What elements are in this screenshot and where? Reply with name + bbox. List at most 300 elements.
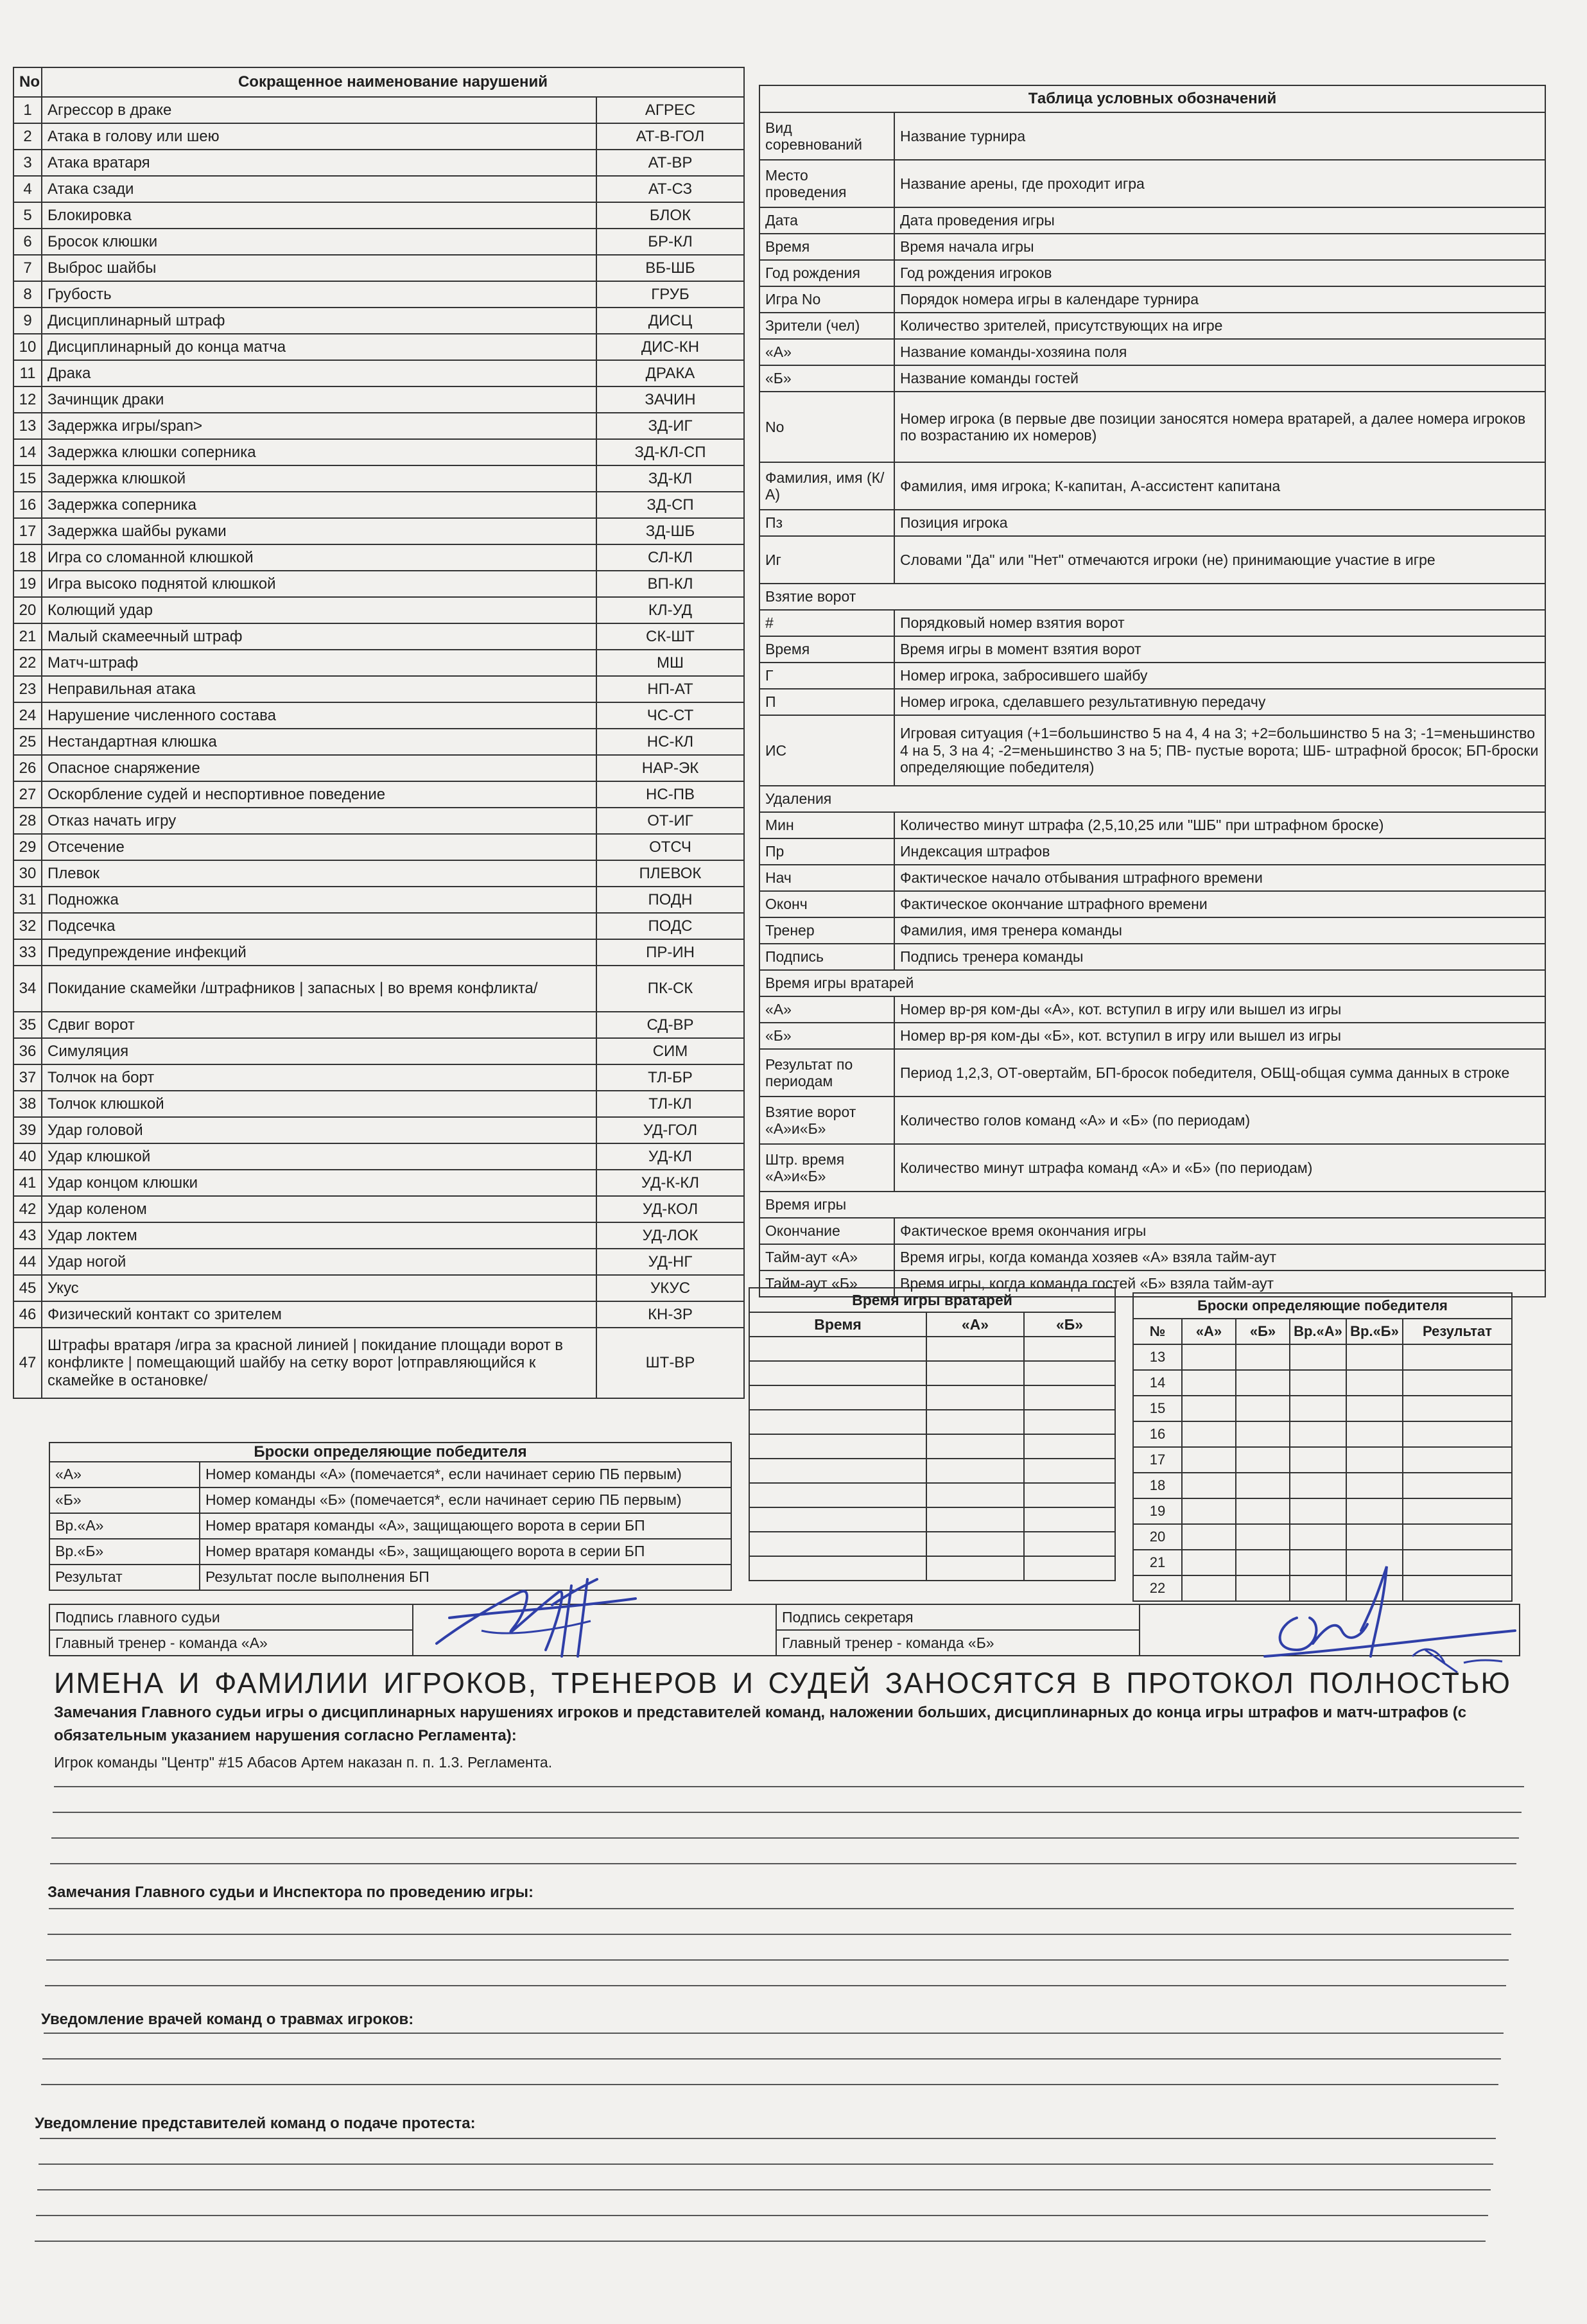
legend-key: Тайм-аут «Б» (759, 1270, 894, 1297)
shootout-grid-row (1133, 1473, 1512, 1498)
violation-code: ВП-КЛ (596, 571, 744, 597)
violation-name: Удар клюшкой (42, 1143, 596, 1170)
violation-row (13, 1038, 744, 1064)
violation-row (13, 202, 744, 229)
writing-line[interactable] (46, 1959, 1509, 1961)
violation-number: 1 (13, 97, 42, 123)
violation-code: УД-КОЛ (596, 1196, 744, 1222)
shootout-grid-cell[interactable] (1182, 1396, 1236, 1421)
violation-name: Толчок на борт (42, 1064, 596, 1091)
shootout-grid-cell[interactable] (1290, 1524, 1346, 1550)
violation-number: 37 (13, 1064, 42, 1091)
goalie-time-cell[interactable] (1024, 1532, 1115, 1556)
violation-row (13, 1143, 744, 1170)
goalie-time-table (749, 1287, 1116, 1581)
shootout-grid-cell[interactable] (1236, 1473, 1290, 1498)
writing-line[interactable] (45, 1985, 1506, 1986)
legend-key: Время (759, 636, 894, 663)
legend-key: Подпись (759, 944, 894, 970)
violation-name: Укус (42, 1275, 596, 1301)
goalie-time-cell[interactable] (749, 1507, 926, 1532)
violation-name: Отсечение (42, 834, 596, 860)
writing-line[interactable] (44, 2033, 1504, 2034)
legend-value: Время игры, когда команда хозяев «А» взяла тайм-аут (894, 1244, 1545, 1270)
goalie-time-cell[interactable] (926, 1434, 1024, 1459)
shootout-grid-cell[interactable] (1346, 1344, 1403, 1370)
violation-row (13, 1222, 744, 1249)
violation-number: 15 (13, 465, 42, 492)
violation-row (13, 518, 744, 544)
violation-row (13, 834, 744, 860)
violation-row (13, 781, 744, 808)
secretary-signature-label: Подпись секретаря (776, 1604, 1140, 1630)
violation-code: АТ-СЗ (596, 176, 744, 202)
shootout-grid-cell[interactable] (1290, 1447, 1346, 1473)
violation-row (13, 1275, 744, 1301)
violation-number: 29 (13, 834, 42, 860)
legend-row (759, 1049, 1545, 1097)
shootout-grid-cell[interactable] (1403, 1396, 1512, 1421)
violation-row (13, 544, 744, 571)
legend-value: Номер вр-ря ком-ды «А», кот. вступил в игру или вышел из игры (894, 996, 1545, 1023)
violation-name: Блокировка (42, 202, 596, 229)
violation-name: Выброс шайбы (42, 255, 596, 281)
legend-value: Количество зрителей, присутствующих на игре (894, 313, 1545, 339)
violation-number: 23 (13, 676, 42, 702)
violation-number: 32 (13, 913, 42, 939)
shootout-grid-cell[interactable] (1403, 1473, 1512, 1498)
violation-row (13, 913, 744, 939)
legend-key: Окончание (759, 1218, 894, 1244)
shootout-grid-cell[interactable] (1182, 1550, 1236, 1575)
shootout-number: 17 (1133, 1447, 1182, 1473)
legend-key: «Б» (759, 1023, 894, 1049)
shootout-legend-title: Броски определяющие победителя (49, 1443, 731, 1462)
legend-key: Оконч (759, 891, 894, 917)
violation-number: 2 (13, 123, 42, 150)
legend-row (759, 838, 1545, 865)
violation-number: 27 (13, 781, 42, 808)
violation-number: 18 (13, 544, 42, 571)
violation-code: ДРАКА (596, 360, 744, 386)
legend-row (759, 689, 1545, 715)
goalie-time-col-time: Время (749, 1312, 926, 1337)
violation-code: СК-ШТ (596, 623, 744, 650)
violation-name: Колющий удар (42, 597, 596, 623)
goalie-time-cell[interactable] (926, 1507, 1024, 1532)
violation-row (13, 1091, 744, 1117)
violation-name: Нестандартная клюшка (42, 729, 596, 755)
violation-number: 13 (13, 413, 42, 439)
referee-remarks-text: Игрок команды "Центр" #15 Абасов Артем наказан п. п. 1.3. Регламента. (54, 1754, 553, 1771)
goalie-time-cell[interactable] (749, 1410, 926, 1434)
shootout-grid-row (1133, 1396, 1512, 1421)
violation-code: ЗД-КЛ (596, 465, 744, 492)
legend-value: Порядковый номер взятия ворот (894, 610, 1545, 636)
legend-section-row (759, 1192, 1545, 1218)
shootout-grid-row (1133, 1421, 1512, 1447)
violation-code: ЗД-КЛ-СП (596, 439, 744, 465)
legend-section-title: Время игры вратарей (759, 970, 1545, 996)
violation-name: Опасное снаряжение (42, 755, 596, 781)
shootout-number: 13 (1133, 1344, 1182, 1370)
legend-key: Дата (759, 207, 894, 234)
goalie-time-cell[interactable] (749, 1459, 926, 1483)
legend-section-row (759, 970, 1545, 996)
legend-value: Количество голов команд «А» и «Б» (по периодам) (894, 1097, 1545, 1144)
violation-code: АГРЕС (596, 97, 744, 123)
violation-row (13, 966, 744, 1012)
violation-code: ПР-ИН (596, 939, 744, 966)
violation-number: 31 (13, 887, 42, 913)
shootout-number: 14 (1133, 1370, 1182, 1396)
inspector-remarks-label: Замечания Главного судьи и Инспектора по проведению игры: (48, 1884, 533, 1901)
shootout-grid-row (1133, 1344, 1512, 1370)
violation-row (13, 308, 744, 334)
violation-name: Дисциплинарный штраф (42, 308, 596, 334)
violation-code: КН-ЗР (596, 1301, 744, 1328)
violation-code: МШ (596, 650, 744, 676)
violation-row (13, 755, 744, 781)
writing-line[interactable] (48, 1934, 1511, 1935)
violation-row (13, 1170, 744, 1196)
shootout-grid-cell[interactable] (1236, 1344, 1290, 1370)
goalie-time-row (749, 1532, 1115, 1556)
legend-key: Результат по периодам (759, 1049, 894, 1097)
legend-row (759, 365, 1545, 392)
writing-line[interactable] (54, 1786, 1524, 1787)
legend-key: Мин (759, 812, 894, 838)
goalie-time-cell[interactable] (1024, 1507, 1115, 1532)
legend-key: Тайм-аут «А» (759, 1244, 894, 1270)
shootout-grid-col: Вр.«А» (1290, 1319, 1346, 1344)
violation-name: Грубость (42, 281, 596, 308)
legend-row (759, 865, 1545, 891)
violation-number: 34 (13, 966, 42, 1012)
violation-name: Нарушение численного состава (42, 702, 596, 729)
goalie-time-cell[interactable] (1024, 1556, 1115, 1581)
shootout-number: 18 (1133, 1473, 1182, 1498)
writing-line[interactable] (49, 1908, 1514, 1909)
violation-code: ПОДН (596, 887, 744, 913)
shootout-grid-cell[interactable] (1290, 1396, 1346, 1421)
goalie-time-cell[interactable] (1024, 1385, 1115, 1410)
violation-code: УД-К-КЛ (596, 1170, 744, 1196)
shootout-grid-cell[interactable] (1346, 1370, 1403, 1396)
goalie-time-cell[interactable] (749, 1556, 926, 1581)
shootout-grid-cell[interactable] (1236, 1498, 1290, 1524)
violation-code: ЗД-ШБ (596, 518, 744, 544)
violation-code: АТ-ВР (596, 150, 744, 176)
legend-row (759, 636, 1545, 663)
writing-line[interactable] (36, 2215, 1488, 2216)
goalie-time-cell[interactable] (926, 1459, 1024, 1483)
violation-name: Удар коленом (42, 1196, 596, 1222)
shootout-grid-cell[interactable] (1236, 1370, 1290, 1396)
violation-name: Драка (42, 360, 596, 386)
legend-value: Номер игрока, забросившего шайбу (894, 663, 1545, 689)
violation-name: Малый скамеечный штраф (42, 623, 596, 650)
legend-value: Порядок номера игры в календаре турнира (894, 286, 1545, 313)
violation-name: Неправильная атака (42, 676, 596, 702)
violation-row (13, 1328, 744, 1398)
goalie-time-cell[interactable] (1024, 1434, 1115, 1459)
legend-value: Индексация штрафов (894, 838, 1545, 865)
violation-number: 47 (13, 1328, 42, 1398)
violation-row (13, 1064, 744, 1091)
legend-row (759, 1218, 1545, 1244)
legend-row (759, 112, 1545, 160)
shootout-grid-cell[interactable] (1182, 1370, 1236, 1396)
legend-row (759, 1244, 1545, 1270)
legend-value: Подпись тренера команды (894, 944, 1545, 970)
shootout-grid-cell[interactable] (1290, 1498, 1346, 1524)
shootout-grid-cell[interactable] (1182, 1498, 1236, 1524)
shootout-grid-cell[interactable] (1403, 1421, 1512, 1447)
goalie-time-cell[interactable] (926, 1532, 1024, 1556)
shootout-legend-key: «Б» (49, 1487, 200, 1513)
shootout-grid-cell[interactable] (1290, 1344, 1346, 1370)
violation-row (13, 123, 744, 150)
violation-number: 28 (13, 808, 42, 834)
legend-value: Номер игрока (в первые две позиции заносятся номера вратарей, а далее номера игроков по возрастанию их номеров) (894, 392, 1545, 462)
violation-row (13, 1012, 744, 1038)
referee-signature-label: Подпись главного судьи (49, 1604, 413, 1630)
goalie-time-row (749, 1385, 1115, 1410)
goalie-time-cell[interactable] (926, 1361, 1024, 1385)
shootout-grid-cell[interactable] (1346, 1498, 1403, 1524)
legend-value: Количество минут штрафа команд «А» и «Б» (по периодам) (894, 1144, 1545, 1192)
violation-code: УКУС (596, 1275, 744, 1301)
legend-row (759, 260, 1545, 286)
doctors-notice-label: Уведомление врачей команд о травмах игроков: (41, 2011, 414, 2028)
goalie-time-title: Время игры вратарей (749, 1288, 1115, 1312)
legend-key: Пз (759, 510, 894, 536)
shootout-grid-cell[interactable] (1236, 1524, 1290, 1550)
goalie-time-row (749, 1337, 1115, 1361)
violation-number: 22 (13, 650, 42, 676)
violation-name: Оскорбление судей и неспортивное поведение (42, 781, 596, 808)
goalie-time-cell[interactable] (1024, 1337, 1115, 1361)
violation-name: Симуляция (42, 1038, 596, 1064)
goalie-time-cell[interactable] (926, 1385, 1024, 1410)
writing-line[interactable] (50, 1863, 1516, 1864)
violation-number: 9 (13, 308, 42, 334)
goalie-time-row (749, 1483, 1115, 1507)
violation-row (13, 334, 744, 360)
shootout-grid-cell[interactable] (1346, 1524, 1403, 1550)
legend-row (759, 207, 1545, 234)
shootout-grid-col: № (1133, 1319, 1182, 1344)
legend-value: Номер вр-ря ком-ды «Б», кот. вступил в игру или вышел из игры (894, 1023, 1545, 1049)
secretary-handwritten-signature (1252, 1554, 1522, 1682)
legend-key: Нач (759, 865, 894, 891)
shootout-grid-cell[interactable] (1290, 1421, 1346, 1447)
goalie-time-row (749, 1459, 1115, 1483)
shootout-grid-cell[interactable] (1182, 1473, 1236, 1498)
violation-row (13, 676, 744, 702)
goalie-time-cell[interactable] (749, 1483, 926, 1507)
legend-key: Место проведения (759, 160, 894, 207)
legend-row (759, 1023, 1545, 1049)
shootout-grid-cell[interactable] (1236, 1396, 1290, 1421)
legend-key: ИС (759, 715, 894, 786)
violation-number: 20 (13, 597, 42, 623)
shootout-legend-key: «А» (49, 1462, 200, 1487)
legend-row (759, 339, 1545, 365)
shootout-grid-cell[interactable] (1346, 1396, 1403, 1421)
shootout-grid-cell[interactable] (1403, 1524, 1512, 1550)
writing-line[interactable] (51, 1837, 1519, 1839)
writing-line[interactable] (42, 2058, 1501, 2060)
goalie-time-cell[interactable] (926, 1483, 1024, 1507)
writing-line[interactable] (37, 2189, 1491, 2190)
violation-row (13, 150, 744, 176)
shootout-grid-col: «А» (1182, 1319, 1236, 1344)
goalie-time-cell[interactable] (1024, 1459, 1115, 1483)
shootout-grid-cell[interactable] (1346, 1473, 1403, 1498)
legend-row (759, 462, 1545, 510)
shootout-grid-cell[interactable] (1182, 1344, 1236, 1370)
violation-number: 26 (13, 755, 42, 781)
shootout-number: 19 (1133, 1498, 1182, 1524)
violation-row (13, 360, 744, 386)
shootout-grid-cell[interactable] (1290, 1370, 1346, 1396)
legend-value: Фактическое время окончания игры (894, 1218, 1545, 1244)
violation-code: ПОДС (596, 913, 744, 939)
goalie-time-cell[interactable] (1024, 1410, 1115, 1434)
writing-line[interactable] (53, 1812, 1522, 1813)
legend-section-title: Время игры (759, 1192, 1545, 1218)
goalie-time-cell[interactable] (749, 1532, 926, 1556)
violation-number: 44 (13, 1249, 42, 1275)
violation-name: Атака сзади (42, 176, 596, 202)
legend-key: «А» (759, 339, 894, 365)
shootout-grid-cell[interactable] (1346, 1421, 1403, 1447)
legend-key: Игра No (759, 286, 894, 313)
violation-name: Отказ начать игру (42, 808, 596, 834)
shootout-grid-cell[interactable] (1290, 1473, 1346, 1498)
shootout-grid-cell[interactable] (1403, 1447, 1512, 1473)
goalie-time-row (749, 1434, 1115, 1459)
legend-value: Словами "Да" или "Нет" отмечаются игроки (не) принимающие участие в игре (894, 536, 1545, 584)
violation-code: ВБ-ШБ (596, 255, 744, 281)
violation-name: Подсечка (42, 913, 596, 939)
writing-line[interactable] (40, 2138, 1496, 2139)
violation-number: 45 (13, 1275, 42, 1301)
violation-row (13, 176, 744, 202)
shootout-grid-cell[interactable] (1236, 1447, 1290, 1473)
coach-a-label: Главный тренер - команда «А» (49, 1630, 413, 1656)
goalie-time-cell[interactable] (749, 1434, 926, 1459)
goalie-time-cell[interactable] (1024, 1361, 1115, 1385)
violation-name: Сдвиг ворот (42, 1012, 596, 1038)
legend-key: Тренер (759, 917, 894, 944)
shootout-grid-cell[interactable] (1403, 1498, 1512, 1524)
violation-name: Игра высоко поднятой клюшкой (42, 571, 596, 597)
shootout-legend-row (49, 1462, 731, 1487)
goalie-time-cell[interactable] (749, 1337, 926, 1361)
violation-number: 7 (13, 255, 42, 281)
legend-value: Время игры в момент взятия ворот (894, 636, 1545, 663)
violation-number: 39 (13, 1117, 42, 1143)
shootout-number: 20 (1133, 1524, 1182, 1550)
violation-name: Задержка соперника (42, 492, 596, 518)
violation-row (13, 465, 744, 492)
shootout-legend-row (49, 1539, 731, 1565)
coach-b-label: Главный тренер - команда «Б» (776, 1630, 1140, 1656)
legend-value: Фактическое окончание штрафного времени (894, 891, 1545, 917)
goalie-time-cell[interactable] (749, 1361, 926, 1385)
violation-number: 46 (13, 1301, 42, 1328)
writing-line[interactable] (41, 2084, 1498, 2085)
violation-code: УД-КЛ (596, 1143, 744, 1170)
violation-row (13, 281, 744, 308)
shootout-grid-cell[interactable] (1236, 1421, 1290, 1447)
violation-name: Игра со сломанной клюшкой (42, 544, 596, 571)
violation-row (13, 939, 744, 966)
violation-number: 14 (13, 439, 42, 465)
shootout-grid-cell[interactable] (1182, 1575, 1236, 1601)
violation-row (13, 1196, 744, 1222)
violation-code: ТЛ-БР (596, 1064, 744, 1091)
shootout-grid-cell[interactable] (1182, 1447, 1236, 1473)
goalie-time-cell[interactable] (1024, 1483, 1115, 1507)
violation-row (13, 413, 744, 439)
violation-name: Зачинщик драки (42, 386, 596, 413)
shootout-grid-cell[interactable] (1346, 1447, 1403, 1473)
violation-number: 4 (13, 176, 42, 202)
legend-value: Время начала игры (894, 234, 1545, 260)
legend-row (759, 286, 1545, 313)
violation-number: 36 (13, 1038, 42, 1064)
writing-line[interactable] (35, 2241, 1486, 2242)
shootout-legend-row (49, 1487, 731, 1513)
violation-name: Задержка шайбы руками (42, 518, 596, 544)
violation-code: НС-КЛ (596, 729, 744, 755)
shootout-legend-value: Номер команды «Б» (помечается*, если начинает серию ПБ первым) (200, 1487, 731, 1513)
violation-number: 21 (13, 623, 42, 650)
shootout-grid-cell[interactable] (1182, 1421, 1236, 1447)
legend-value: Фактическое начало отбывания штрафного времени (894, 865, 1545, 891)
violation-code: НАР-ЭК (596, 755, 744, 781)
goalie-time-cell[interactable] (926, 1556, 1024, 1581)
violation-name: Задержка клюшкой (42, 465, 596, 492)
legend-key: Год рождения (759, 260, 894, 286)
legend-row (759, 536, 1545, 584)
violation-name: Агрессор в драке (42, 97, 596, 123)
goalie-time-cell[interactable] (926, 1410, 1024, 1434)
violation-row (13, 1301, 744, 1328)
goalie-time-cell[interactable] (926, 1337, 1024, 1361)
violation-number: 5 (13, 202, 42, 229)
violation-code: ЗАЧИН (596, 386, 744, 413)
goalie-time-row (749, 1507, 1115, 1532)
violation-code: БЛОК (596, 202, 744, 229)
writing-line[interactable] (39, 2164, 1493, 2165)
shootout-grid-cell[interactable] (1403, 1370, 1512, 1396)
shootout-grid-cell[interactable] (1403, 1344, 1512, 1370)
legend-row (759, 160, 1545, 207)
goalie-time-cell[interactable] (749, 1385, 926, 1410)
shootout-legend-value: Номер вратаря команды «А», защищающего ворота в серии БП (200, 1513, 731, 1539)
shootout-grid-cell[interactable] (1182, 1524, 1236, 1550)
violation-number: 12 (13, 386, 42, 413)
violation-name: Удар головой (42, 1117, 596, 1143)
legend-section-title: Удаления (759, 786, 1545, 812)
violation-number: 16 (13, 492, 42, 518)
legend-value: Игровая ситуация (+1=большинство 5 на 4, 4 на 3; +2=большинство 5 на 3; -1=меньшинство 4 на 5, 3 на 4; -2=меньшинство 3 на 5; ПВ- пустые ворота; ШБ- штрафной бросок; БП-броски определяющие победителя) (894, 715, 1545, 786)
